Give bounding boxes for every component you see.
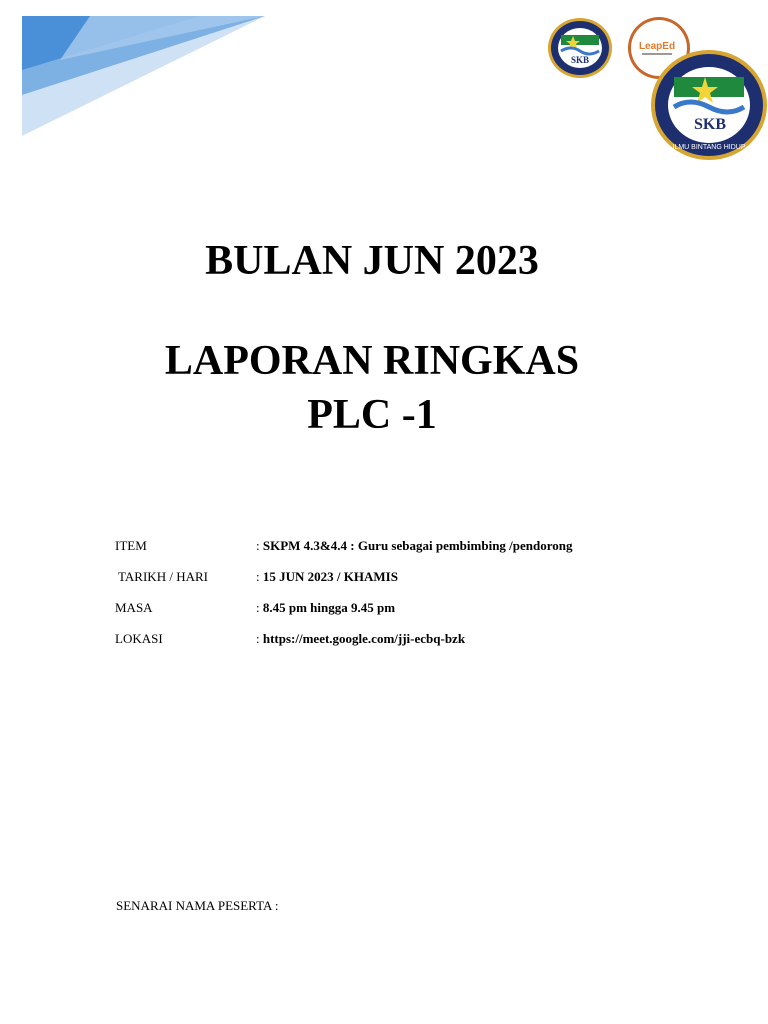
participants-heading: SENARAI NAMA PESERTA : xyxy=(116,898,279,913)
detail-value-text: 8.45 pm hingga 9.45 pm xyxy=(262,600,396,615)
corner-decoration xyxy=(0,0,270,140)
detail-value-text: 15 JUN 2023 / KHAMIS xyxy=(262,569,398,584)
meeting-link[interactable]: https://meet.google.com/jji-ecbq-bzk xyxy=(262,631,466,646)
detail-label: LOKASI xyxy=(115,631,163,646)
small-crest-text: SKB xyxy=(570,55,590,65)
month-title: BULAN JUN 2023 xyxy=(205,238,539,284)
detail-separator: : xyxy=(256,600,263,615)
detail-separator: : xyxy=(256,631,263,646)
large-crest-text: SKB xyxy=(693,116,727,133)
detail-value xyxy=(256,568,398,586)
leaped-logo-text: LeapEd xyxy=(638,41,676,52)
detail-value xyxy=(256,537,573,555)
detail-label: ITEM xyxy=(115,538,147,553)
detail-value-text: SKPM 4.3&4.4 : Guru sebagai pembimbing /pendorong xyxy=(262,538,573,553)
detail-separator: : xyxy=(256,538,263,553)
report-subtitle: PLC -1 xyxy=(307,392,437,438)
detail-separator: : xyxy=(256,569,263,584)
school-crest-icon xyxy=(547,17,613,79)
detail-value xyxy=(256,630,465,648)
crest-motto: ILMU BINTANG HIDUP xyxy=(672,144,746,151)
detail-label: TARIKH / HARI xyxy=(115,569,208,584)
report-title: LAPORAN RINGKAS xyxy=(164,338,580,384)
detail-label: MASA xyxy=(115,600,153,615)
school-crest-large-icon xyxy=(650,49,768,161)
detail-value xyxy=(256,599,395,617)
